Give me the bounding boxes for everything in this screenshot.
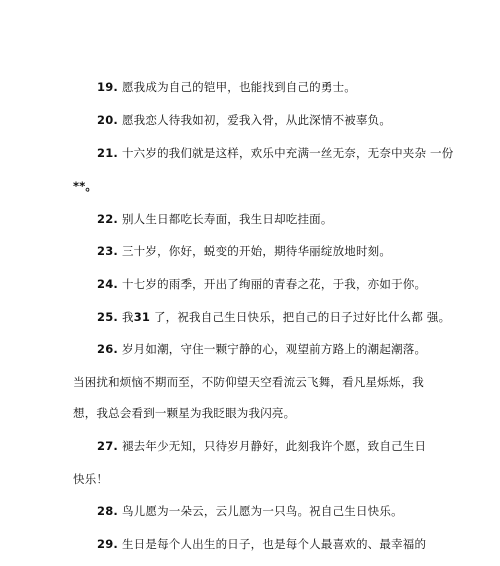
paragraph-20 [97, 112, 391, 128]
item-text: 愿我恋人待我如初，爱我入骨，从此深情不被辜负。 [121, 113, 392, 127]
item-text: 别人生日都吃长寿面，我生日却吃挂面。 [121, 212, 333, 226]
paragraph-29 [97, 536, 426, 552]
item-text-suffix: 了，祝我自己生日快乐，把自己的日子过好比什么都 强。 [150, 310, 451, 324]
item-text: 十六岁的我们就是这样，欢乐中充满一丝无奈，无奈中夹杂 一份 [121, 146, 454, 160]
item-text-bold: 31 [133, 310, 151, 324]
item-number: 28. [97, 504, 118, 518]
paragraph-24 [97, 276, 426, 292]
paragraph-28 [97, 503, 403, 519]
paragraph-25 [97, 309, 450, 325]
paragraph-21 [97, 145, 453, 161]
item-number: 23. [97, 244, 118, 258]
item-text: 愿我成为自己的铠甲，也能找到自己的勇士。 [121, 80, 356, 94]
paragraph-22 [97, 211, 333, 227]
item-number: 25. [97, 310, 118, 324]
item-number: 22. [97, 212, 118, 226]
paragraph-26-continuation-2: 想，我总会看到一颗星为我眨眼为我闪亮。 [73, 406, 296, 420]
paragraph-27 [97, 438, 426, 454]
item-number: 26. [97, 342, 118, 356]
paragraph-23 [97, 243, 391, 259]
item-text: 褪去年少无知，只待岁月静好，此刻我许个愿，致自己生日 [121, 439, 427, 453]
item-number: 19. [97, 80, 118, 94]
paragraph-19 [97, 79, 356, 95]
item-text: 三十岁，你好，蜕变的开始，期待华丽绽放地时刻。 [121, 244, 392, 258]
paragraph-21-continuation: **。 [73, 179, 98, 193]
item-number: 20. [97, 113, 118, 127]
item-text: 生日是每个人出生的日子，也是每个人最喜欢的、最幸福的 [121, 537, 427, 551]
item-number: 21. [97, 146, 118, 160]
paragraph-26 [97, 341, 426, 357]
item-text-prefix: 我 [121, 310, 134, 324]
item-text: 鸟儿愿为一朵云，云儿愿为一只鸟。祝自己生日快乐。 [121, 504, 403, 518]
item-text: 岁月如潮，守住一颗宁静的心，观望前方路上的潮起潮落。 [121, 342, 427, 356]
item-text: 十七岁的雨季，开出了绚丽的青春之花，于我，亦如于你。 [121, 277, 427, 291]
item-number: 24. [97, 277, 118, 291]
paragraph-26-continuation-1: 当困扰和烦恼不期而至，不防仰望天空看流云飞舞，看凡星烁烁，我 [73, 375, 424, 389]
paragraph-27-continuation: 快乐！ [73, 472, 109, 486]
item-number: 29. [97, 537, 118, 551]
item-number: 27. [97, 439, 118, 453]
